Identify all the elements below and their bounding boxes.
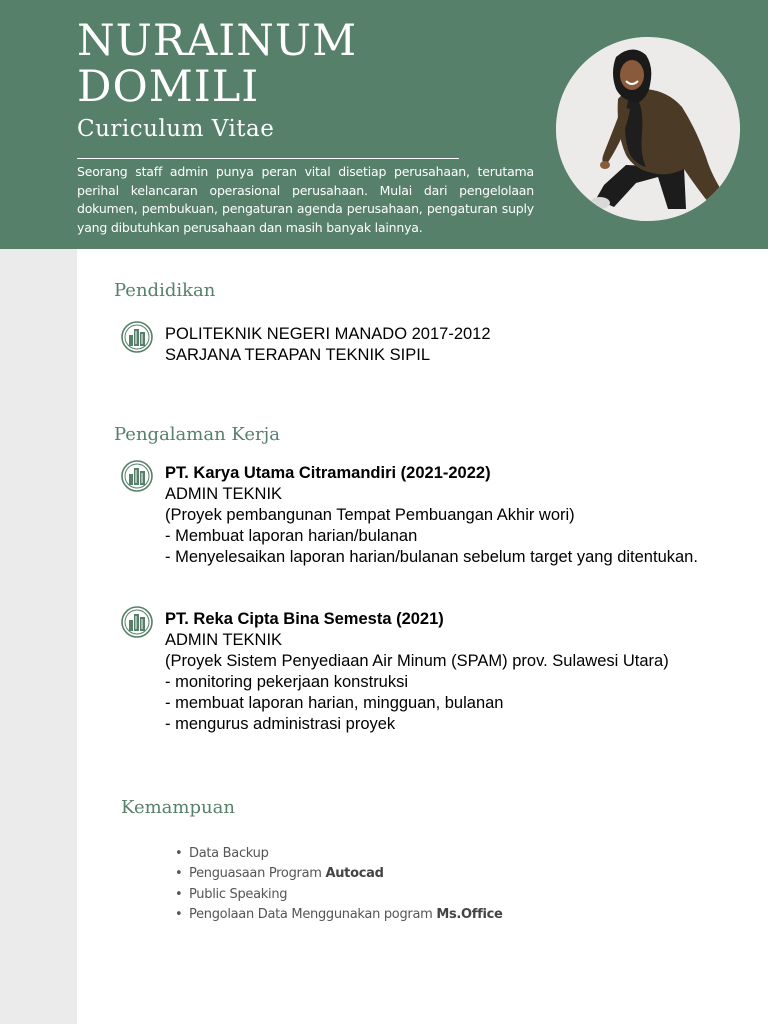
degree-name: SARJANA TERAPAN TEKNIK SIPIL: [165, 346, 431, 364]
skill-text: Penguasaan Program: [189, 866, 326, 882]
company-name: PT. Reka Cipta Bina Semesta (2021): [165, 610, 444, 628]
job-role: ADMIN TEKNIK: [165, 485, 283, 503]
education-heading: Pendidikan: [114, 280, 216, 301]
project-name: (Proyek Sistem Penyediaan Air Minum (SPAM) prov. Sulawesi Utara): [165, 652, 669, 670]
education-text: [165, 324, 745, 366]
skill-item: [175, 844, 503, 864]
skill-item: [175, 905, 503, 925]
task-item: - mengurus administrasi proyek: [165, 715, 396, 733]
person-name: [77, 18, 357, 110]
task-item: - monitoring pekerjaan konstruksi: [165, 673, 409, 691]
skill-item: [175, 864, 503, 884]
skill-item: [175, 885, 503, 905]
skills-heading: Kemampuan: [121, 797, 235, 818]
document-subtitle: Curiculum Vitae: [77, 116, 275, 142]
skill-text: Data Backup: [189, 846, 269, 861]
profile-summary: Seorang staff admin punya peran vital disetiap perusahaan, terutama perihal kelancaran operasional perusahaan. Mulai dari pengelolaan dokumen, pembukuan, pengaturan agenda perusahaan, pengaturan suply yang dibutuhkan perusahaan dan masih banyak lainnya.: [77, 164, 534, 235]
name-line-2: DOMILI: [77, 62, 260, 112]
name-line-1: NURAINUM: [77, 16, 358, 66]
task-item: - membuat laporan harian, mingguan, bulanan: [165, 694, 504, 712]
building-icon: [121, 606, 153, 638]
experience-text: [165, 463, 745, 568]
school-name: POLITEKNIK NEGERI MANADO 2017-2012: [165, 325, 491, 343]
skill-emphasis: Autocad: [325, 866, 384, 882]
skills-list: [175, 844, 503, 925]
job-role: ADMIN TEKNIK: [165, 631, 283, 649]
building-icon: [121, 321, 153, 353]
project-name: (Proyek pembangunan Tempat Pembuangan Akhir wori): [165, 506, 575, 524]
skill-emphasis: Ms.Office: [436, 906, 503, 922]
building-icon: [121, 460, 153, 492]
task-item: - Menyelesaikan laporan harian/bulanan sebelum target yang ditentukan.: [165, 548, 698, 566]
profile-photo: [556, 37, 740, 221]
task-item: - Membuat laporan harian/bulanan: [165, 527, 418, 545]
side-strip: [0, 249, 77, 1024]
skill-text: Public Speaking: [189, 886, 288, 902]
person-photo-illustration: [556, 37, 740, 221]
experience-text: [165, 609, 745, 735]
header-divider: [77, 158, 459, 159]
company-name: PT. Karya Utama Citramandiri (2021-2022): [165, 464, 491, 482]
experience-heading: Pengalaman Kerja: [114, 424, 280, 445]
skill-text: Pengolaan Data Menggunakan pogram: [189, 906, 437, 922]
header-banner: [0, 0, 768, 249]
